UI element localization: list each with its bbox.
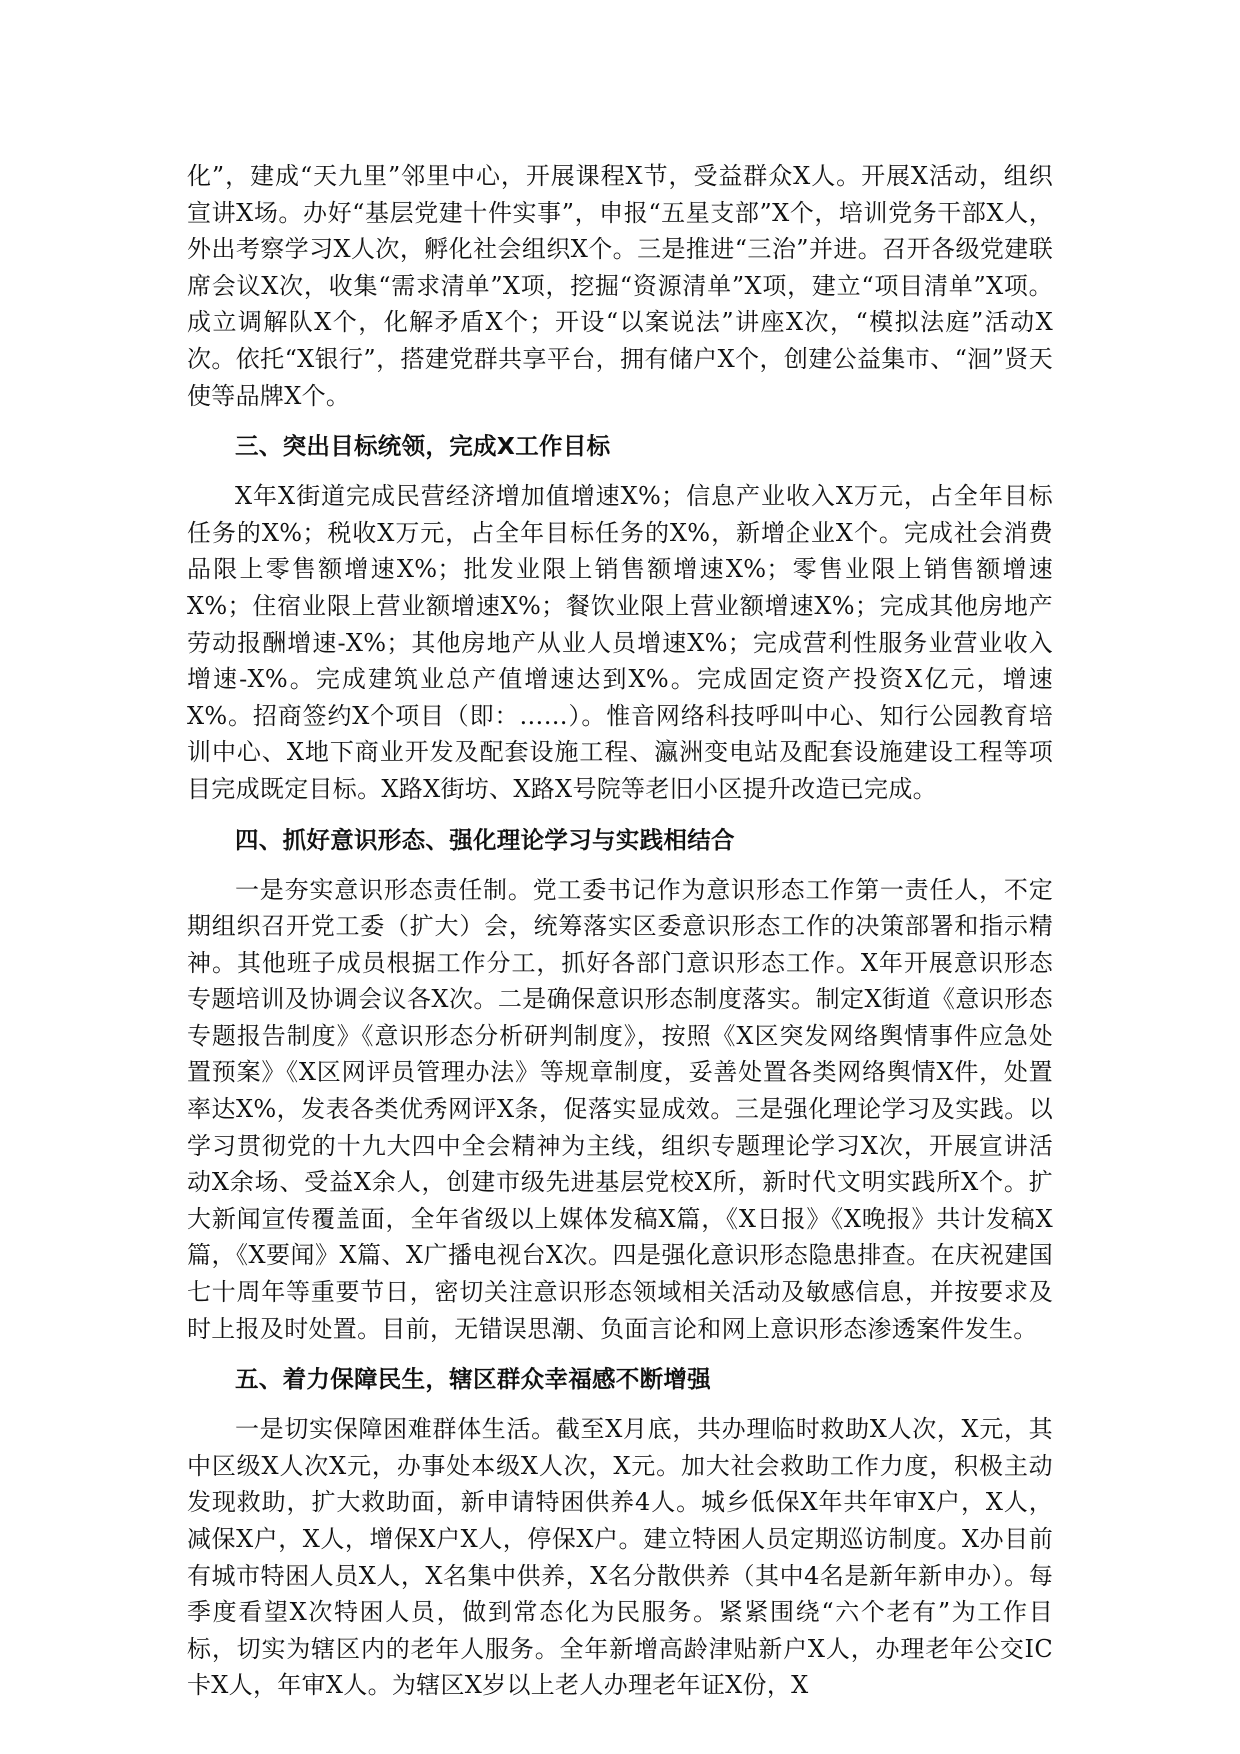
document-body [187,158,1053,1704]
section-heading-5: 五、着力保障民生，辖区群众幸福感不断增强 [235,1365,711,1394]
paragraph-section-3: X年X街道完成民营经济增加值增速X%；信息产业收入X万元，占全年目标任务的X%；税收X万元，占全年目标任务的X%，新增企业X个。完成社会消费品限上零售额增速X%；批发业限上销售额增速X%；零售业限上销售额增速X%；住宿业限上营业额增速X%；餐饮业限上营业额增速X%；完成其他房地产劳动报酬增速-X%；其他房地产从业人员增速X%；完成营利性服务业营业收入增速-X%。完成建筑业总产值增速达到X%。完成固定资产投资X亿元，增速X%。招商签约X个项目（即：……）。惟音网络科技呼叫中心、知行公园教育培训中心、X地下商业开发及配套设施工程、瀛洲变电站及配套设施建设工程等项目完成既定目标。X路X街坊、X路X号院等老旧小区提升改造已完成。 [187,482,1053,803]
section-heading-4: 四、抓好意识形态、强化理论学习与实践相结合 [235,825,735,854]
paragraph-section-4: 一是夯实意识形态责任制。党工委书记作为意识形态工作第一责任人，不定期组织召开党工委（扩大）会，统筹落实区委意识形态工作的决策部署和指示精神。其他班子成员根据工作分工，抓好各部门意识形态工作。X年开展意识形态专题培训及协调会议各X次。二是确保意识形态制度落实。制定X街道《意识形态专题报告制度》《意识形态分析研判制度》，按照《X区突发网络舆情事件应急处置预案》《X区网评员管理办法》等规章制度，妥善处置各类网络舆情X件，处置率达X%，发表各类优秀网评X条，促落实显成效。三是强化理论学习及实践。以学习贯彻党的十九大四中全会精神为主线，组织专题理论学习X次，开展宣讲活动X余场、受益X余人，创建市级先进基层党校X所，新时代文明实践所X个。扩大新闻宣传覆盖面，全年省级以上媒体发稿X篇，《X日报》《X晚报》共计发稿X篇，《X要闻》X篇、X广播电视台X次。四是强化意识形态隐患排查。在庆祝建国七十周年等重要节日，密切关注意识形态领域相关活动及敏感信息，并按要求及时上报及时处置。目前，无错误思潮、负面言论和网上意识形态渗透案件发生。 [187,875,1053,1343]
section-heading-3: 三、突出目标统领，完成X工作目标 [235,432,611,461]
paragraph-continued: 化”，建成“天九里”邻里中心，开展课程X节，受益群众X人。开展X活动，组织宣讲X场。办好“基层党建十件实事”，申报“五星支部”X个，培训党务干部X人，外出考察学习X人次，孵化社会组织X个。三是推进“三治”并进。召开各级党建联席会议X次，收集“需求清单”X项，挖掘“资源清单”X项，建立“项目清单”X项。成立调解队X个，化解矛盾X个；开设“以案说法”讲座X次，“模拟法庭”活动X次。依托“X银行”，搭建党群共享平台，拥有储户X个，创建公益集市、“洄”贤天使等品牌X个。 [187,162,1053,410]
paragraph-section-5: 一是切实保障困难群体生活。截至X月底，共办理临时救助X人次，X元，其中区级X人次X元，办事处本级X人次，X元。加大社会救助工作力度，积极主动发现救助，扩大救助面，新申请特困供养4人。城乡低保X年共年审X户，X人，减保X户，X人，增保X户X人，停保X户。建立特困人员定期巡访制度。X办目前有城市特困人员X人，X名集中供养，X名分散供养（其中4名是新年新申办）。每季度看望X次特困人员，做到常态化为民服务。紧紧围绕“六个老有”为工作目标，切实为辖区内的老年人服务。全年新增高龄津贴新户X人，办理老年公交IC卡X人，年审X人。为辖区X岁以上老人办理老年证X份，X [187,1415,1053,1700]
